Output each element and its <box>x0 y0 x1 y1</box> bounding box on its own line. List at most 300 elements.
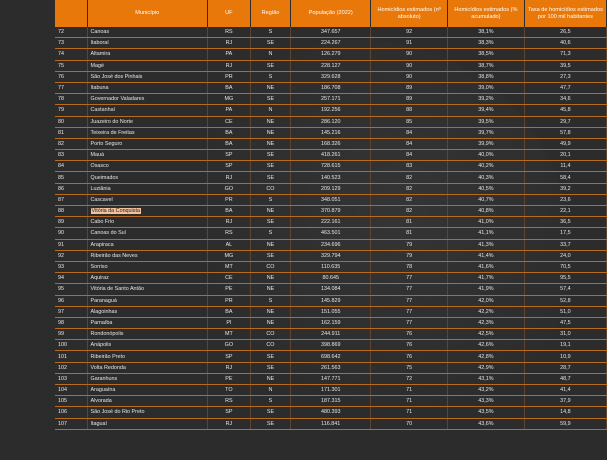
cell-homicidios-acum: 42,0% <box>448 295 525 306</box>
table-row <box>55 105 607 116</box>
cell-homicidios-acum: 40,5% <box>448 183 525 194</box>
cell-regiao: S <box>250 27 291 38</box>
cell-uf: RJ <box>208 60 251 71</box>
cell-populacao: 168.326 <box>291 138 371 149</box>
cell-homicidios-abs: 90 <box>371 71 448 82</box>
cell-uf: PA <box>208 105 251 116</box>
cell-municipio: Araguaína <box>87 385 208 396</box>
cell-taxa: 49,9 <box>524 138 606 149</box>
cell-homicidios-abs: 89 <box>371 94 448 105</box>
cell-populacao: 257.171 <box>291 94 371 105</box>
table-row <box>55 340 607 351</box>
cell-regiao: NE <box>250 317 291 328</box>
cell-populacao: 134.084 <box>291 284 371 295</box>
cell-regiao: SE <box>250 150 291 161</box>
cell-rank: 80 <box>55 116 87 127</box>
cell-populacao: 728.615 <box>291 161 371 172</box>
cell-populacao: 145.829 <box>291 295 371 306</box>
cell-populacao: 224.267 <box>291 38 371 49</box>
cell-homicidios-acum: 40,0% <box>448 150 525 161</box>
cell-regiao: CO <box>250 261 291 272</box>
cell-homicidios-acum: 40,3% <box>448 172 525 183</box>
cell-taxa: 22,1 <box>524 206 606 217</box>
cell-rank: 76 <box>55 71 87 82</box>
cell-regiao: S <box>250 396 291 407</box>
cell-populacao: 126.279 <box>291 49 371 60</box>
table-row <box>55 261 607 272</box>
cell-rank: 84 <box>55 161 87 172</box>
cell-municipio: Magé <box>87 60 208 71</box>
cell-uf: PR <box>208 194 251 205</box>
table-row <box>55 150 607 161</box>
cell-homicidios-acum: 38,8% <box>448 71 525 82</box>
cell-taxa: 41,4 <box>524 385 606 396</box>
table-row <box>55 217 607 228</box>
cell-populacao: 140.523 <box>291 172 371 183</box>
cell-homicidios-abs: 92 <box>371 27 448 38</box>
cell-rank: 77 <box>55 82 87 93</box>
cell-taxa: 14,8 <box>524 407 606 418</box>
table-row <box>55 295 607 306</box>
cell-homicidios-acum: 38,5% <box>448 49 525 60</box>
cell-rank: 94 <box>55 273 87 284</box>
cell-uf: SP <box>208 150 251 161</box>
cell-rank: 96 <box>55 295 87 306</box>
cell-rank: 104 <box>55 385 87 396</box>
header-homicidios-acum: Homicídios estimados (% acumulado) <box>448 0 525 27</box>
cell-homicidios-acum: 41,4% <box>448 250 525 261</box>
cell-homicidios-acum: 38,3% <box>448 38 525 49</box>
cell-uf: PR <box>208 295 251 306</box>
cell-taxa: 27,3 <box>524 71 606 82</box>
cell-uf: CE <box>208 273 251 284</box>
cell-populacao: 186.708 <box>291 82 371 93</box>
cell-homicidios-abs: 77 <box>371 284 448 295</box>
cell-uf: BA <box>208 306 251 317</box>
cell-uf: RJ <box>208 172 251 183</box>
cell-populacao: 209.129 <box>291 183 371 194</box>
cell-regiao: NE <box>250 373 291 384</box>
table-row <box>55 60 607 71</box>
cell-taxa: 52,8 <box>524 295 606 306</box>
cell-municipio: Vitória de Santo Antão <box>87 284 208 295</box>
cell-municipio: Cascavel <box>87 194 208 205</box>
cell-homicidios-abs: 82 <box>371 194 448 205</box>
table-row <box>55 94 607 105</box>
cell-rank: 86 <box>55 183 87 194</box>
table-row <box>55 38 607 49</box>
cell-taxa: 39,5 <box>524 60 606 71</box>
cell-taxa: 57,8 <box>524 127 606 138</box>
cell-uf: RJ <box>208 418 251 429</box>
table-row <box>55 284 607 295</box>
cell-regiao: N <box>250 49 291 60</box>
homicide-table-container <box>55 0 607 430</box>
cell-taxa: 29,7 <box>524 116 606 127</box>
cell-rank: 107 <box>55 418 87 429</box>
header-row <box>55 0 607 27</box>
cell-homicidios-acum: 38,7% <box>448 60 525 71</box>
cell-taxa: 28,7 <box>524 362 606 373</box>
cell-regiao: NE <box>250 206 291 217</box>
cell-municipio: Castanhal <box>87 105 208 116</box>
cell-rank: 92 <box>55 250 87 261</box>
cell-municipio: Itaboraí <box>87 38 208 49</box>
cell-municipio: Itaguaí <box>87 418 208 429</box>
cell-regiao: NE <box>250 284 291 295</box>
cell-taxa: 36,5 <box>524 217 606 228</box>
header-homicidios-abs: Homicídios estimados (nº absoluto) <box>371 0 448 27</box>
header-populacao: População (2022) <box>291 0 371 27</box>
cell-homicidios-acum: 39,0% <box>448 82 525 93</box>
cell-homicidios-acum: 43,3% <box>448 396 525 407</box>
table-row <box>55 351 607 362</box>
cell-homicidios-acum: 41,0% <box>448 217 525 228</box>
cell-municipio: Aquiraz <box>87 273 208 284</box>
cell-municipio: Anápolis <box>87 340 208 351</box>
cell-homicidios-abs: 79 <box>371 239 448 250</box>
cell-homicidios-abs: 77 <box>371 317 448 328</box>
cell-regiao: SE <box>250 250 291 261</box>
table-row <box>55 138 607 149</box>
table-row <box>55 49 607 60</box>
cell-homicidios-abs: 76 <box>371 340 448 351</box>
cell-municipio: Garanhuns <box>87 373 208 384</box>
cell-populacao: 192.256 <box>291 105 371 116</box>
cell-homicidios-acum: 41,6% <box>448 261 525 272</box>
cell-populacao: 348.051 <box>291 194 371 205</box>
cell-homicidios-acum: 42,8% <box>448 351 525 362</box>
cell-regiao: NE <box>250 127 291 138</box>
cell-populacao: 244.911 <box>291 329 371 340</box>
cell-uf: TO <box>208 385 251 396</box>
cell-uf: GO <box>208 340 251 351</box>
cell-populacao: 418.261 <box>291 150 371 161</box>
cell-municipio: São José dos Pinhais <box>87 71 208 82</box>
highlighted-municipio: Vitória da Conquista <box>91 208 140 215</box>
cell-homicidios-abs: 79 <box>371 250 448 261</box>
cell-populacao: 370.879 <box>291 206 371 217</box>
cell-regiao: NE <box>250 138 291 149</box>
cell-homicidios-abs: 77 <box>371 273 448 284</box>
cell-homicidios-acum: 38,1% <box>448 27 525 38</box>
cell-rank: 100 <box>55 340 87 351</box>
cell-populacao: 398.869 <box>291 340 371 351</box>
cell-homicidios-abs: 78 <box>371 261 448 272</box>
cell-regiao: SE <box>250 161 291 172</box>
cell-uf: RS <box>208 228 251 239</box>
cell-municipio: Queimados <box>87 172 208 183</box>
cell-homicidios-abs: 82 <box>371 172 448 183</box>
cell-taxa: 95,5 <box>524 273 606 284</box>
cell-homicidios-abs: 85 <box>371 116 448 127</box>
cell-homicidios-abs: 77 <box>371 306 448 317</box>
cell-homicidios-acum: 42,5% <box>448 329 525 340</box>
cell-homicidios-acum: 39,7% <box>448 127 525 138</box>
cell-populacao: 222.161 <box>291 217 371 228</box>
cell-homicidios-acum: 41,3% <box>448 239 525 250</box>
table-row <box>55 206 607 217</box>
cell-taxa: 70,5 <box>524 261 606 272</box>
cell-homicidios-abs: 77 <box>371 295 448 306</box>
cell-homicidios-abs: 72 <box>371 373 448 384</box>
cell-municipio: Rondonópolis <box>87 329 208 340</box>
table-row <box>55 396 607 407</box>
cell-regiao: NE <box>250 239 291 250</box>
cell-populacao: 286.120 <box>291 116 371 127</box>
cell-rank: 81 <box>55 127 87 138</box>
cell-uf: BA <box>208 127 251 138</box>
cell-municipio: Porto Seguro <box>87 138 208 149</box>
cell-uf: RS <box>208 27 251 38</box>
cell-municipio: Parnaíba <box>87 317 208 328</box>
cell-homicidios-acum: 39,5% <box>448 116 525 127</box>
table-body <box>55 27 607 429</box>
cell-homicidios-abs: 71 <box>371 385 448 396</box>
cell-homicidios-acum: 39,2% <box>448 94 525 105</box>
cell-homicidios-abs: 90 <box>371 60 448 71</box>
cell-regiao: SE <box>250 407 291 418</box>
cell-rank: 106 <box>55 407 87 418</box>
cell-uf: RJ <box>208 38 251 49</box>
cell-populacao: 329.794 <box>291 250 371 261</box>
cell-taxa: 19,1 <box>524 340 606 351</box>
cell-populacao: 234.696 <box>291 239 371 250</box>
cell-uf: SP <box>208 161 251 172</box>
cell-taxa: 59,9 <box>524 418 606 429</box>
cell-homicidios-abs: 71 <box>371 396 448 407</box>
cell-homicidios-abs: 81 <box>371 228 448 239</box>
cell-taxa: 39,2 <box>524 183 606 194</box>
header-municipio: Município <box>87 0 208 27</box>
table-header <box>55 0 607 27</box>
cell-taxa: 31,0 <box>524 329 606 340</box>
cell-taxa: 58,4 <box>524 172 606 183</box>
cell-homicidios-abs: 71 <box>371 407 448 418</box>
cell-municipio: Ribeirão Preto <box>87 351 208 362</box>
cell-homicidios-abs: 82 <box>371 183 448 194</box>
cell-uf: RJ <box>208 217 251 228</box>
table-row <box>55 239 607 250</box>
cell-municipio: Paranaguá <box>87 295 208 306</box>
cell-regiao: S <box>250 194 291 205</box>
cell-homicidios-abs: 89 <box>371 82 448 93</box>
cell-homicidios-abs: 75 <box>371 362 448 373</box>
cell-uf: PR <box>208 71 251 82</box>
cell-populacao: 171.301 <box>291 385 371 396</box>
table-row <box>55 27 607 38</box>
table-row <box>55 306 607 317</box>
table-row <box>55 250 607 261</box>
cell-homicidios-acum: 43,6% <box>448 418 525 429</box>
table-row <box>55 71 607 82</box>
cell-municipio: Itabuna <box>87 82 208 93</box>
cell-uf: PE <box>208 373 251 384</box>
table-row <box>55 385 607 396</box>
cell-rank: 83 <box>55 150 87 161</box>
cell-municipio: Canoas do Sul <box>87 228 208 239</box>
cell-rank: 99 <box>55 329 87 340</box>
cell-homicidios-acum: 40,8% <box>448 206 525 217</box>
cell-homicidios-abs: 82 <box>371 206 448 217</box>
cell-regiao: SE <box>250 60 291 71</box>
cell-municipio: Juazeiro do Norte <box>87 116 208 127</box>
cell-homicidios-acum: 42,2% <box>448 306 525 317</box>
cell-homicidios-acum: 43,1% <box>448 373 525 384</box>
cell-regiao: S <box>250 71 291 82</box>
cell-populacao: 463.501 <box>291 228 371 239</box>
cell-municipio: Cabo Frio <box>87 217 208 228</box>
cell-regiao: SE <box>250 217 291 228</box>
cell-regiao: S <box>250 295 291 306</box>
cell-uf: MT <box>208 329 251 340</box>
cell-rank: 103 <box>55 373 87 384</box>
table-row <box>55 161 607 172</box>
table-row <box>55 183 607 194</box>
cell-homicidios-abs: 84 <box>371 150 448 161</box>
cell-municipio: Canoas <box>87 27 208 38</box>
cell-municipio: Osasco <box>87 161 208 172</box>
table-row <box>55 116 607 127</box>
cell-regiao: SE <box>250 351 291 362</box>
cell-municipio: Governador Valadares <box>87 94 208 105</box>
cell-populacao: 187.315 <box>291 396 371 407</box>
cell-populacao: 147.771 <box>291 373 371 384</box>
cell-municipio: Arapiraca <box>87 239 208 250</box>
cell-taxa: 47,7 <box>524 82 606 93</box>
cell-taxa: 37,9 <box>524 396 606 407</box>
cell-homicidios-abs: 84 <box>371 127 448 138</box>
cell-uf: BA <box>208 138 251 149</box>
cell-populacao: 145.216 <box>291 127 371 138</box>
cell-homicidios-abs: 84 <box>371 138 448 149</box>
cell-homicidios-abs: 91 <box>371 38 448 49</box>
table-row <box>55 172 607 183</box>
cell-uf: CE <box>208 116 251 127</box>
cell-regiao: N <box>250 385 291 396</box>
cell-regiao: CO <box>250 183 291 194</box>
cell-regiao: SE <box>250 362 291 373</box>
cell-rank: 82 <box>55 138 87 149</box>
cell-taxa: 33,7 <box>524 239 606 250</box>
cell-regiao: CO <box>250 340 291 351</box>
table-row <box>55 362 607 373</box>
cell-municipio: Teixeira de Freitas <box>87 127 208 138</box>
cell-populacao: 151.055 <box>291 306 371 317</box>
cell-municipio: Mauá <box>87 150 208 161</box>
table-row <box>55 194 607 205</box>
cell-uf: RJ <box>208 362 251 373</box>
cell-rank: 93 <box>55 261 87 272</box>
cell-populacao: 698.642 <box>291 351 371 362</box>
cell-homicidios-acum: 42,3% <box>448 317 525 328</box>
cell-uf: SP <box>208 407 251 418</box>
cell-regiao: SE <box>250 172 291 183</box>
cell-uf: AL <box>208 239 251 250</box>
cell-homicidios-acum: 39,4% <box>448 105 525 116</box>
cell-taxa: 24,0 <box>524 250 606 261</box>
table-row <box>55 228 607 239</box>
cell-rank: 101 <box>55 351 87 362</box>
cell-populacao: 329.628 <box>291 71 371 82</box>
cell-rank: 89 <box>55 217 87 228</box>
cell-homicidios-acum: 43,2% <box>448 385 525 396</box>
cell-rank: 95 <box>55 284 87 295</box>
cell-homicidios-acum: 40,7% <box>448 194 525 205</box>
cell-homicidios-acum: 41,1% <box>448 228 525 239</box>
cell-populacao: 80.645 <box>291 273 371 284</box>
cell-homicidios-abs: 76 <box>371 329 448 340</box>
cell-populacao: 228.127 <box>291 60 371 71</box>
cell-municipio: Alvorada <box>87 396 208 407</box>
cell-taxa: 48,7 <box>524 373 606 384</box>
cell-rank: 91 <box>55 239 87 250</box>
cell-municipio: São José do Rio Preto <box>87 407 208 418</box>
cell-uf: MG <box>208 94 251 105</box>
cell-uf: BA <box>208 206 251 217</box>
header-regiao: Região <box>250 0 291 27</box>
cell-regiao: NE <box>250 306 291 317</box>
cell-taxa: 71,3 <box>524 49 606 60</box>
cell-municipio: Altamira <box>87 49 208 60</box>
cell-populacao: 162.159 <box>291 317 371 328</box>
table-row <box>55 407 607 418</box>
cell-taxa: 34,6 <box>524 94 606 105</box>
cell-taxa: 47,5 <box>524 317 606 328</box>
header-uf: UF <box>208 0 251 27</box>
cell-regiao: SE <box>250 418 291 429</box>
cell-rank: 85 <box>55 172 87 183</box>
cell-taxa: 40,6 <box>524 38 606 49</box>
cell-homicidios-abs: 70 <box>371 418 448 429</box>
cell-homicidios-abs: 76 <box>371 351 448 362</box>
cell-uf: GO <box>208 183 251 194</box>
cell-homicidios-acum: 42,6% <box>448 340 525 351</box>
cell-uf: PA <box>208 49 251 60</box>
cell-homicidios-abs: 90 <box>371 49 448 60</box>
cell-taxa: 10,9 <box>524 351 606 362</box>
header-rank <box>55 0 87 27</box>
cell-municipio: Volta Redonda <box>87 362 208 373</box>
cell-taxa: 23,6 <box>524 194 606 205</box>
table-row <box>55 127 607 138</box>
cell-taxa: 20,1 <box>524 150 606 161</box>
cell-rank: 90 <box>55 228 87 239</box>
cell-municipio: Sorriso <box>87 261 208 272</box>
cell-municipio: Ribeirão das Neves <box>87 250 208 261</box>
cell-regiao: N <box>250 105 291 116</box>
cell-municipio <box>87 206 208 217</box>
cell-homicidios-abs: 88 <box>371 105 448 116</box>
cell-populacao: 116.841 <box>291 418 371 429</box>
cell-regiao: S <box>250 228 291 239</box>
cell-uf: PE <box>208 284 251 295</box>
cell-rank: 75 <box>55 60 87 71</box>
cell-rank: 105 <box>55 396 87 407</box>
cell-populacao: 261.563 <box>291 362 371 373</box>
cell-rank: 79 <box>55 105 87 116</box>
header-taxa: Taxa de homicídios estimados por 100 mil habitantes <box>524 0 606 27</box>
table-row <box>55 82 607 93</box>
cell-taxa: 26,5 <box>524 27 606 38</box>
cell-rank: 78 <box>55 94 87 105</box>
cell-populacao: 110.635 <box>291 261 371 272</box>
cell-taxa: 57,4 <box>524 284 606 295</box>
cell-uf: MT <box>208 261 251 272</box>
cell-municipio: Luziânia <box>87 183 208 194</box>
cell-uf: PI <box>208 317 251 328</box>
cell-regiao: NE <box>250 273 291 284</box>
